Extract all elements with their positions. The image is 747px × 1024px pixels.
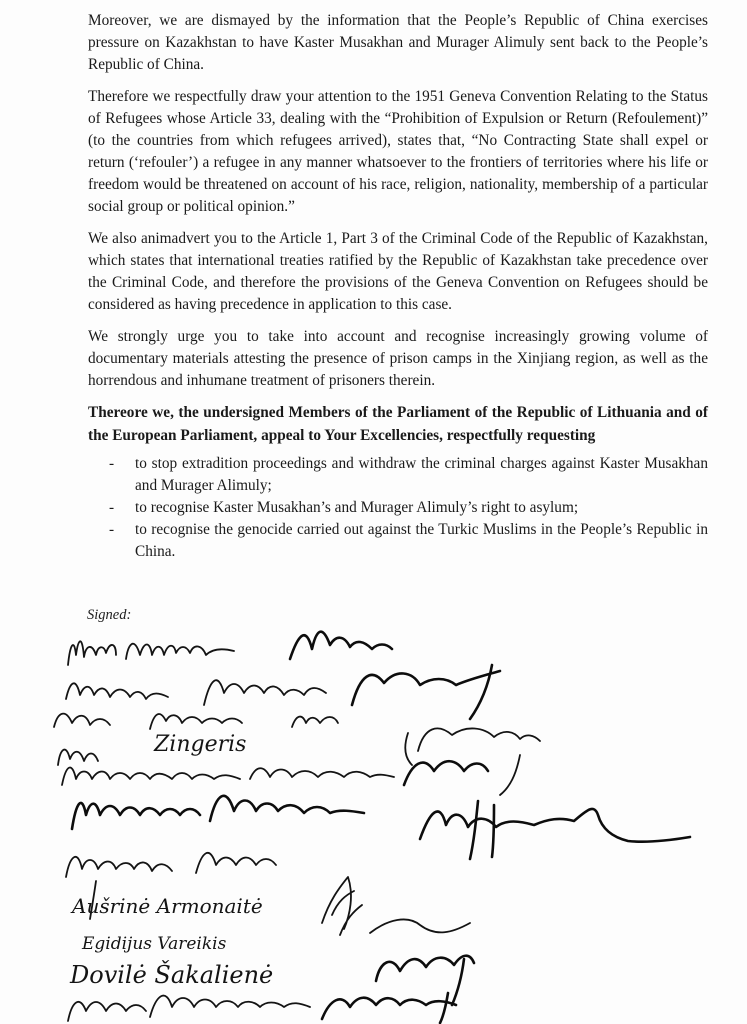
signature-5 <box>72 796 690 859</box>
bullet-dash: - <box>109 521 115 538</box>
request-text: to stop extradition proceedings and withdraw the criminal charges against Kaster Musakhan and Murager Alimuly; <box>135 455 708 494</box>
letter-body <box>88 10 708 563</box>
signature-block <box>0 615 747 1024</box>
signature-zingeris-text: Zingeris <box>154 732 247 757</box>
appeal-statement: Thereore we, the undersigned Members of the Parliament of the Republic of Lithuania and of the European Parliament, appeal to Your Excellencies, respectfully requesting <box>88 404 708 444</box>
signed-label: Signed: <box>87 607 132 623</box>
signature-vareikis-text: Egidijus Vareikis <box>82 934 227 954</box>
signature-armonaite-text: Aušrinė Armonaitė <box>72 894 263 918</box>
bullet-dash: - <box>109 499 115 516</box>
signature-3 <box>54 714 540 795</box>
list-item <box>88 519 708 563</box>
request-list <box>88 453 708 563</box>
signature-10 <box>68 993 456 1023</box>
signature-sakaliene-text: Dovilė Šakalienė <box>70 961 274 989</box>
request-text: to recognise Kaster Musakhan’s and Murager Alimuly’s right to asylum; <box>135 499 579 516</box>
bullet-dash: - <box>109 455 115 472</box>
handwritten-signatures <box>0 615 747 1024</box>
signature-1 <box>68 632 392 665</box>
signature-7 <box>70 877 362 935</box>
paragraph-pressure: Moreover, we are dismayed by the information that the People’s Republic of China exercises pressure on Kazakhstan to have Kaster Musakhan and Murager Alimuly sent back to the People’s Republic of China. <box>88 12 708 73</box>
paragraph-prison-camps: We strongly urge you to take into account and recognise increasingly growing volume of documentary materials attesting the presence of prison camps in the Xinjiang region, as well as the horrendous and inhumane treatment of prisoners therein. <box>88 328 708 389</box>
signature-4 <box>58 750 488 785</box>
signature-9 <box>69 956 474 1005</box>
paragraph-geneva-convention: Therefore we respectfully draw your attention to the 1951 Geneva Convention Relating to the Status of Refugees whose Article 33, dealing with the “Prohibition of Expulsion or Return (Refoulement)” (to the countries from which refugees arrived), states that, “No Contracting State shall expel or return (‘refouler’) a refugee in any manner whatsoever to the frontiers of territories where his life or freedom would be threatened on account of his race, religion, nationality, membership of a particular social group or political opinion.” <box>88 88 708 215</box>
signature-2 <box>66 665 500 719</box>
request-text: to recognise the genocide carried out against the Turkic Muslims in the People’s Republic in China. <box>135 521 708 560</box>
list-item <box>88 497 708 519</box>
paragraph-criminal-code: We also animadvert you to the Article 1, Part 3 of the Criminal Code of the Republic of Kazakhstan, which states that international treaties ratified by the Republic of Kazakhstan take precedence over the Criminal Code, and therefore the provisions of the Geneva Convention on Refugees should be considered as having precedence in application to this case. <box>88 230 708 313</box>
signature-8 <box>81 919 470 954</box>
list-item <box>88 453 708 497</box>
